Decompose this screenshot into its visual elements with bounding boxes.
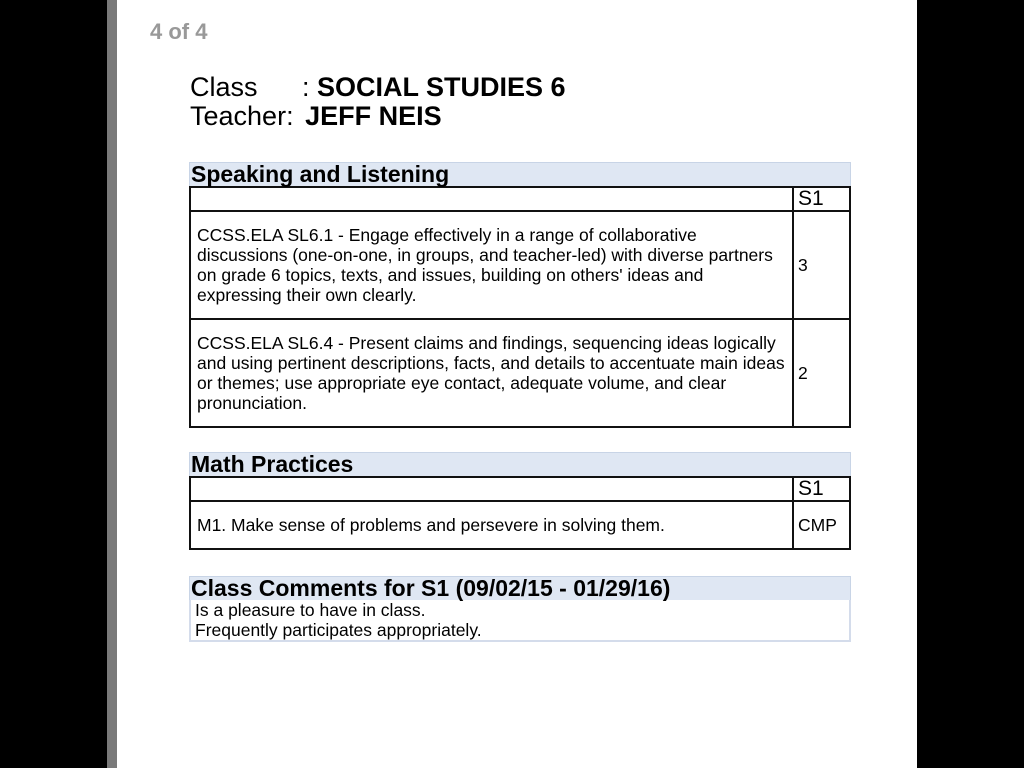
comment-line: Frequently participates appropriately. <box>195 620 482 640</box>
teacher-line <box>190 101 442 131</box>
teacher-value: JEFF NEIS <box>305 101 442 131</box>
table-row <box>190 319 850 427</box>
header-blank-cell <box>190 187 793 211</box>
comments-box <box>189 600 851 642</box>
comment-line: Is a pleasure to have in class. <box>195 600 426 620</box>
teacher-colon: : <box>286 101 294 131</box>
header-blank-cell <box>190 477 793 501</box>
column-header-s1: S1 <box>793 187 850 211</box>
viewer-gutter <box>107 0 117 768</box>
column-header-s1: S1 <box>793 477 850 501</box>
table-header-row <box>190 187 850 211</box>
section-speaking-listening <box>189 162 851 428</box>
section-title: Class Comments for S1 (09/02/15 - 01/29/16) <box>189 576 851 600</box>
standards-table <box>189 476 851 550</box>
standard-description: CCSS.ELA SL6.4 - Present claims and findings, sequencing ideas logically and using pertinent descriptions, facts, and details to accentuate main ideas or themes; use appropriate eye contact, adequate volume, and clear pronunciation. <box>190 319 793 427</box>
class-value: SOCIAL STUDIES 6 <box>317 72 566 102</box>
section-math-practices <box>189 452 851 550</box>
standard-score: 2 <box>793 319 850 427</box>
class-label: Class <box>190 72 258 102</box>
section-title: Speaking and Listening <box>189 162 851 186</box>
class-line <box>190 72 566 102</box>
page-indicator: 4 of 4 <box>150 19 208 44</box>
table-header-row <box>190 477 850 501</box>
standard-description: M1. Make sense of problems and persevere in solving them. <box>190 501 793 549</box>
section-title: Math Practices <box>189 452 851 476</box>
class-colon: : <box>302 72 310 102</box>
standard-score: 3 <box>793 211 850 319</box>
standard-description: CCSS.ELA SL6.1 - Engage effectively in a range of collaborative discussions (one-on-one, in groups, and teacher-led) with diverse partners on grade 6 topics, texts, and issues, building on others' ideas and expressing their own clearly. <box>190 211 793 319</box>
standard-score: CMP <box>793 501 850 549</box>
teacher-label: Teacher <box>190 101 287 131</box>
table-row <box>190 211 850 319</box>
standards-table <box>189 186 851 428</box>
section-class-comments <box>189 576 851 642</box>
table-row <box>190 501 850 549</box>
document-page[interactable] <box>117 0 917 768</box>
